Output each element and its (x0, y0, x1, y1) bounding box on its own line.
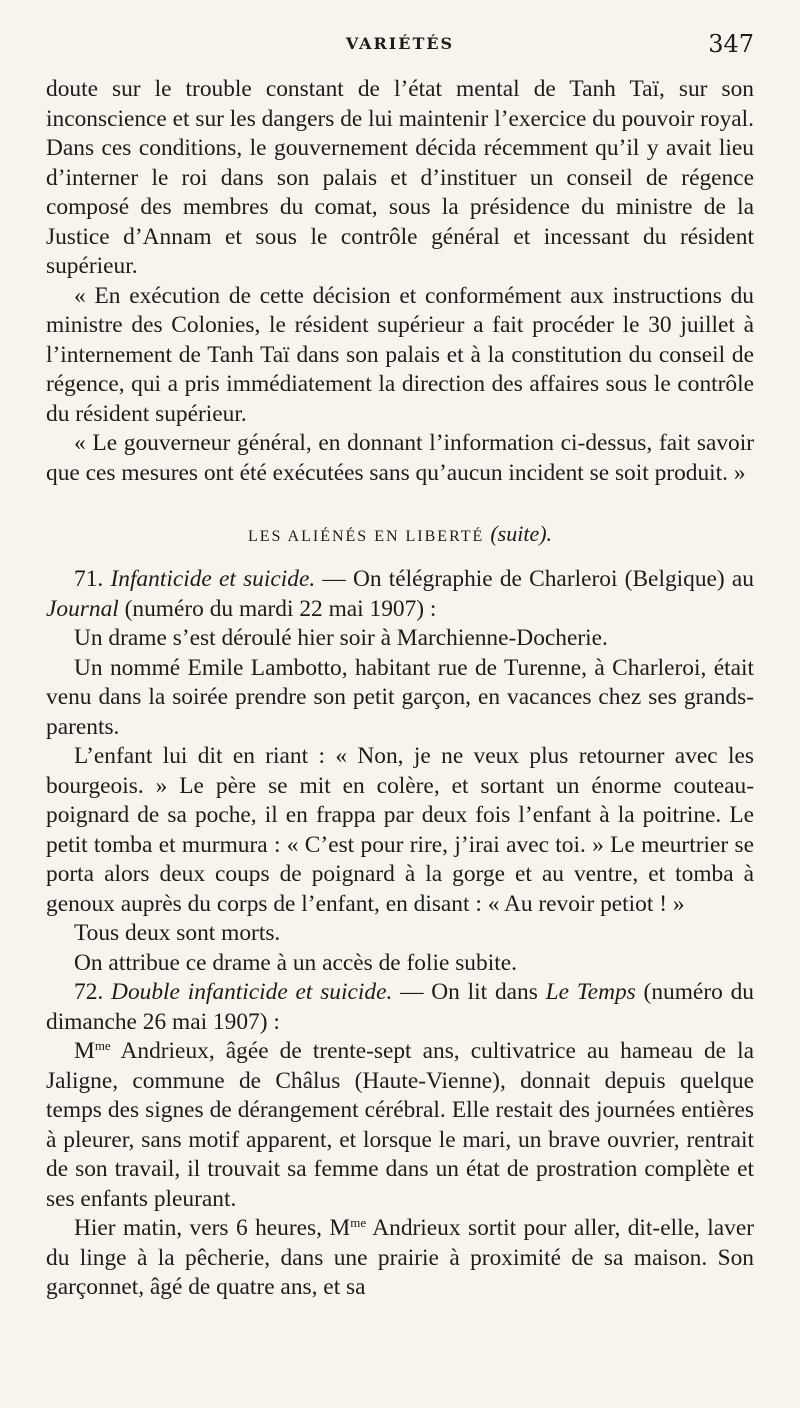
item-71-heading (46, 565, 754, 624)
paragraph-quote-governor: « Le gouverneur général, en donnant l’information ci-dessus, fait savoir que ces mesures ont été exécutées sans qu’aucun incident se soit produit. » (46, 430, 754, 486)
item-71-title: Infanticide et suicide. (110, 566, 316, 592)
item-72-heading (46, 978, 754, 1037)
item-72-journal: Le Temps (545, 979, 636, 1005)
item-71-journal: Journal (46, 595, 119, 622)
honorific-superscript: me (94, 1038, 111, 1053)
item-72-intro: — On lit dans (392, 979, 546, 1005)
item-71-paragraph: On attribue ce drame à un accès de folie subite. (74, 949, 517, 976)
item-72-number: 72. (74, 979, 104, 1005)
section-heading (46, 519, 754, 551)
honorific-superscript: me (350, 1215, 367, 1230)
item-71-paragraph: Tous deux sont morts. (74, 920, 281, 946)
honorific: M (74, 1038, 95, 1064)
item-71-paragraph: L’enfant lui dit en riant : « Non, je ne veux plus retourner avec les bourgeois. » Le père se mit en colère, et sortant un énorme couteau-poignard de sa poche, il en frappa par deux fois l’enfant à la poitrine. Le petit tomba et murmura : « C’est pour rire, j’irai avec toi. » Le meurtrier se porta alors deux coups de poignard à la gorge et au ventre, et tomba à genoux auprès du corps de l’enfant, en disant : « Au revoir petiot ! » (46, 743, 754, 917)
page-number: 347 (708, 30, 754, 58)
body-text (46, 75, 754, 1303)
item-72-paragraph-text: Andrieux, âgée de trente-sept ans, cultivatrice au hameau de la Jaligne, commune de Châlus (Haute-Vienne), donnait depuis quelque temps des signes de dérangement cérébral. Elle restait des journées entières à pleurer, sans motif apparent, et lorsque le mari, un brave ouvrier, rentrait de son travail, il trouvait sa femme dans un état de prostration complète et ses enfants pleurant. (46, 1038, 754, 1212)
item-71-paragraph: Un nommé Emile Lambotto, habitant rue de Turenne, à Charleroi, était venu dans la soirée prendre son petit garçon, en vacances chez ses grands-parents. (46, 654, 754, 740)
item-71-number: 71. (74, 566, 104, 592)
item-71-intro-end: (numéro du mardi 22 mai 1907) : (118, 595, 437, 622)
item-71-intro: — On télégraphie de Charleroi (Belgique) au (315, 566, 754, 592)
item-72-paragraph (46, 1037, 754, 1214)
item-72-paragraph-text: Andrieux sortit pour aller, dit-elle, laver du linge à la pêcherie, dans une prairie à proximité de sa maison. Son garçonnet, âgé de quatre ans, et sa (46, 1215, 754, 1300)
paragraph-quote-execution: « En exécution de cette décision et conformément aux instructions du ministre des Colonies, le résident supérieur a fait procéder le 30 juillet à l’internement de Tanh Taï dans son palais et à la constitution du conseil de régence, qui a pris immédiatement la direction des affaires sous le contrôle du résident supérieur. (46, 282, 754, 427)
item-72-paragraph-prefix: Hier matin, vers 6 heures, M (74, 1215, 351, 1241)
item-72-title: Double infanticide et suicide. (111, 979, 393, 1005)
item-72-paragraph (46, 1214, 754, 1303)
item-71-paragraph: Un drame s’est déroulé hier soir à Marchienne-Docherie. (74, 625, 608, 651)
running-head: VARIÉTÉS (345, 34, 455, 53)
item-72-intro-end: (numéro du dimanche 26 mai 1907) : (46, 979, 754, 1035)
section-title: LES ALIÉNÉS EN LIBERTÉ (247, 528, 485, 545)
paragraph-continued: doute sur le trouble constant de l’état mental de Tanh Taï, sur son inconscience et sur les dangers de lui maintenir l’exercice du pouvoir royal. Dans ces conditions, le gouvernement décida récemment qu’il y avait lieu d’interner le roi dans son palais et d’instituer un conseil de régence composé des membres du comat, sous la présidence du ministre de la Justice d’Annam et sous le contrôle général et incessant du résident supérieur. (46, 76, 754, 279)
page-header (46, 30, 754, 74)
section-suite: (suite). (490, 521, 553, 546)
